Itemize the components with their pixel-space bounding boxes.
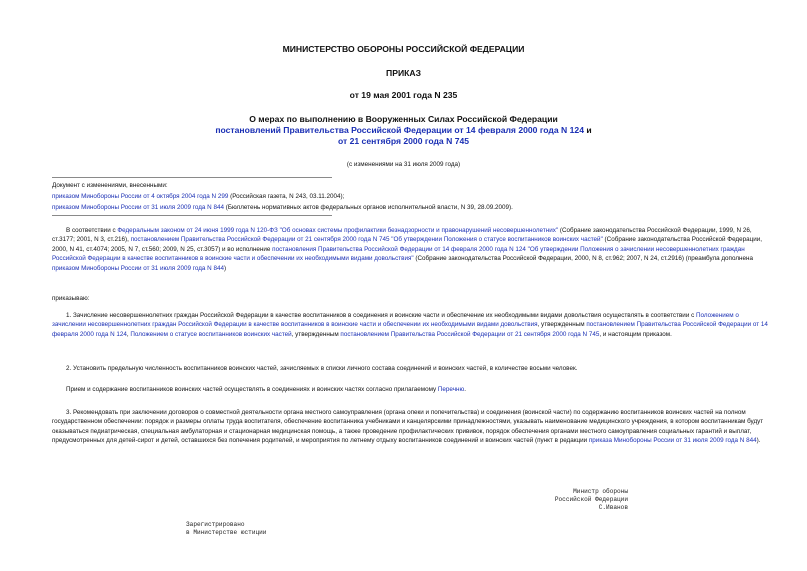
registration-block	[186, 521, 266, 537]
changes-intro: Документ с изменениями, внесенными:	[52, 182, 168, 189]
changes-item-1	[52, 192, 772, 201]
amend-note: (с изменениями на 31 июля 2009 года)	[346, 161, 461, 168]
title-line3	[0, 136, 807, 146]
preamble-text-4: (Собрание законодательства Российской Федерации, 2000, N 8, ст.962; 2007, N 24, ст.2916) (преамбула дополнена	[413, 255, 753, 263]
title-link-resolution-745[interactable]: от 21 сентября 2000 года N 745	[337, 136, 470, 146]
p3-link-order-844[interactable]: приказа Минобороны России от 31 июля 2009 года N 844	[588, 437, 757, 445]
signature-block	[555, 488, 628, 513]
paragraph-2b	[52, 385, 772, 394]
preamble-link-resolution-745[interactable]: постановлением Правительства Российской Федерации от 21 сентября 2000 года N 745 "Об утверждении Положения о статусе воспитанников воинских частей"	[130, 236, 603, 244]
p2b-text-1: Прием и содержание воспитанников воинских частей осуществлять в соединениях и воинских частях согласно прилагаемому	[66, 386, 438, 393]
title-line1: О мерах по выполнению в Вооруженных Силах Российской Федерации	[249, 114, 558, 124]
preamble-link-resolution-124[interactable]: постановления Правительства Российской Федерации от 14 февраля 2000 года N 124 "Об утверждении Положения о зачислении несовершеннолетних граждан Российской Федерации в качестве воспитанников в воинские части и обеспечении их необходимыми видами довольствия"	[52, 245, 745, 263]
preamble-link-order-844[interactable]: приказом Минобороны России от 31 июля 2009 года N 844	[52, 264, 224, 272]
p1-link-resolution-745[interactable]: постановлением Правительства Российской Федерации от 21 сентября 2000 года N 745	[340, 330, 600, 338]
title-line2	[0, 125, 807, 135]
paragraph-1	[52, 311, 772, 339]
changes-item-2	[52, 203, 772, 212]
preamble-text-2: (Собрание законодательства Российской Федерации, 1999, N 26, ст.3177; 2001, N 3, ст.216),	[52, 227, 752, 244]
p1-link-regulation-enrollment[interactable]: Положением о зачислении несовершеннолетних граждан Российской Федерации в качестве воспитанников в воинские части и обеспечении их необходимыми видами довольствия	[52, 312, 739, 329]
registration-line-2: в Министерстве юстиции	[186, 529, 267, 537]
ministry-heading: МИНИСТЕРСТВО ОБОРОНЫ РОССИЙСКОЙ ФЕДЕРАЦИИ	[282, 44, 525, 54]
divider-bottom	[52, 215, 332, 216]
preamble-link-federal-law[interactable]: Федеральным законом от 24 июня 1999 года N 120-ФЗ "Об основах системы профилактики безнадзорности и правонарушений несовершеннолетних"	[117, 227, 559, 234]
date-number-heading: от 19 мая 2001 года N 235	[349, 90, 458, 100]
p1-text-1: 1. Зачисление несовершеннолетних граждан Российской Федерации в качестве воспитанников в соединения и воинские части и обеспечение их необходимыми видами довольствия осуществлять в соответствии с	[66, 312, 696, 319]
paragraph-2: 2. Установить предельную численность воспитанников воинских частей, зачисляемых в списки личного состава соединений и воинских частей, в количестве восьми человек.	[66, 365, 578, 372]
preamble-paragraph	[52, 226, 772, 273]
signature-line-3: С.Иванов	[598, 504, 628, 512]
p1-link-resolution-124[interactable]: постановлением Правительства Российской Федерации от 14 февраля 2000 года N 124	[52, 321, 768, 338]
p1-link-regulation-status[interactable]: Положением о статусе воспитанников воинских частей	[130, 330, 292, 338]
title-link-resolution-124[interactable]: постановлений Правительства Российской Федерации от 14 февраля 2000 года N 124	[215, 125, 584, 135]
registration-line-1: Зарегистрировано	[186, 521, 245, 528]
changes-item-2-text: (Бюллетень нормативных актов федеральных органов исполнительной власти, N 39, 28.09.2009).	[223, 204, 513, 211]
preamble-text-1: В соответствии с	[66, 227, 118, 234]
p1-text-4: , утвержденным	[291, 330, 341, 338]
divider-top	[52, 177, 332, 178]
p3-text-2: ).	[756, 437, 761, 445]
p3-text-1: 3. Рекомендовать при заключении договоров о совместной деятельности органа местного самоуправления (органа опеки и попечительства) и соединения (воинской части) по содержанию воспитанников воинских частей на полном государственном обеспечении: порядок и размеры оплаты труда воспитателя, обеспечение воспитанника учебниками и канцелярскими принадлежностями, указывать наименование медицинского учреждения, в котором воспитанникам будут оказываться педиатрическая, специальная амбулаторная и стационарная медицинская помощь, а также проведение профилактических прививок, порядок обеспечения органами местного самоуправления социальных гарантий и выплат, предусмотренных для детей-сирот и детей, оставшихся без попечения родителей, и мероприятия по летнему отдыху воспитанников соединений и воинских частей (пункт в редакции	[52, 409, 764, 445]
title-and: и	[584, 125, 592, 135]
changes-link-299[interactable]: приказом Минобороны России от 4 октября 2004 года N 299	[52, 193, 229, 200]
p1-text-3: ,	[126, 330, 131, 338]
p1-text-2: , утвержденным	[537, 321, 587, 329]
preamble-text-3: (Собрание законодательства Российской Федерации, 2000, N 41, ст.4074; 2005, N 7, ст.560; 2009, N 25, ст.3057) и во исполнение	[52, 236, 763, 253]
preamble-text-5: )	[223, 264, 227, 272]
doc-type-heading: ПРИКАЗ	[386, 68, 421, 78]
order-word: приказываю:	[52, 295, 90, 302]
p2b-text-2: .	[464, 386, 466, 393]
signature-line-1: Министр обороны	[573, 488, 628, 495]
changes-link-844[interactable]: приказом Минобороны России от 31 июля 2009 года N 844	[52, 204, 224, 211]
signature-line-2: Российской Федерации	[554, 496, 628, 504]
p2b-link-list[interactable]: Перечню	[437, 386, 465, 393]
p1-text-5: , и настоящим приказом.	[599, 330, 672, 338]
changes-item-1-text: (Российская газета, N 243, 03.11.2004);	[228, 193, 345, 200]
paragraph-3	[52, 408, 772, 446]
